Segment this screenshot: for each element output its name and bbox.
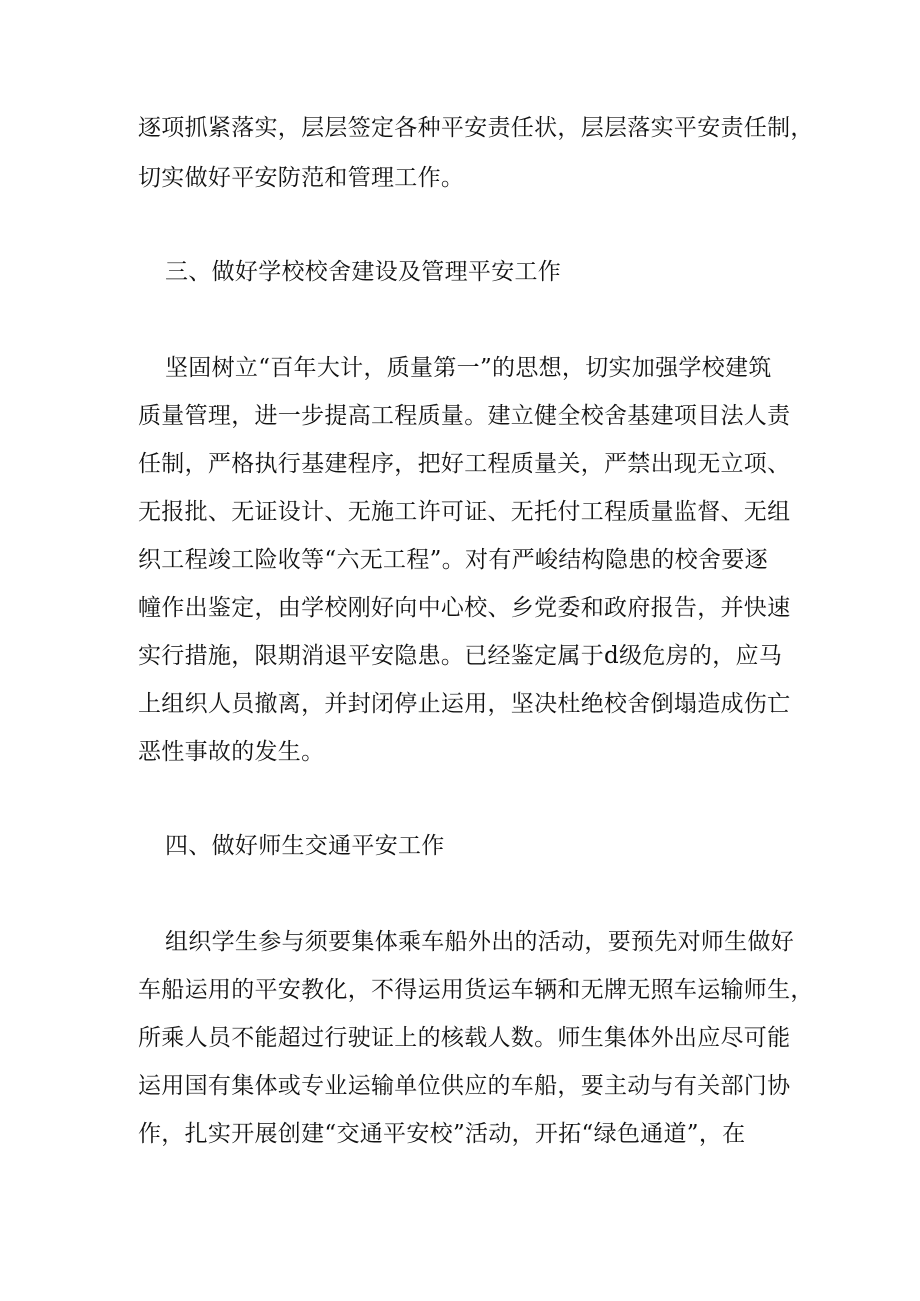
paragraph-line: 车船运用的平安教化，不得运用货运车辆和无牌无照车运输师生， [138, 977, 814, 1003]
paragraph-line: 织工程竣工险收等“六无工程”。对有严峻结构隐患的校舍要逐 [138, 547, 768, 573]
paragraph-line: 任制，严格执行基建程序，把好工程质量关，严禁出现无立项、 [138, 451, 791, 477]
section-heading: 三、做好学校校舍建设及管理平安工作 [165, 259, 562, 285]
paragraph-line: 所乘人员不能超过行驶证上的核载人数。师生集体外出应尽可能 [138, 1025, 791, 1051]
paragraph-line: 上组织人员撤离，并封闭停止运用，坚决杜绝校舍倒塌造成伤亡 [138, 691, 791, 717]
paragraph-line: 切实做好平安防范和管理工作。 [138, 165, 465, 191]
paragraph-line: 质量管理，进一步提高工程质量。建立健全校舍基建项目法人责 [138, 403, 791, 429]
paragraph-line: 逐项抓紧落实，层层签定各种平安责任状，层层落实平安责任制， [138, 115, 814, 141]
paragraph-line: 组织学生参与须要集体乘车船外出的活动，要预先对师生做好 [165, 929, 795, 955]
paragraph-line: 坚固树立“百年大计，质量第一”的思想，切实加强学校建筑 [165, 355, 772, 381]
paragraph-line: 作，扎实开展创建“交通平安校”活动，开拓“绿色通道”，在 [138, 1121, 746, 1147]
section-heading: 四、做好师生交通平安工作 [165, 833, 445, 859]
paragraph-line: 无报批、无证设计、无施工许可证、无托付工程质量监督、无组 [138, 499, 791, 525]
paragraph-line: 运用国有集体或专业运输单位供应的车船，要主动与有关部门协 [138, 1073, 791, 1099]
paragraph-line: 幢作出鉴定，由学校刚好向中心校、乡党委和政府报告，并快速 [138, 595, 791, 621]
paragraph-line: 恶性事故的发生。 [138, 739, 325, 765]
paragraph-line: 实行措施，限期消退平安隐患。已经鉴定属于d级危房的，应马 [138, 643, 783, 669]
